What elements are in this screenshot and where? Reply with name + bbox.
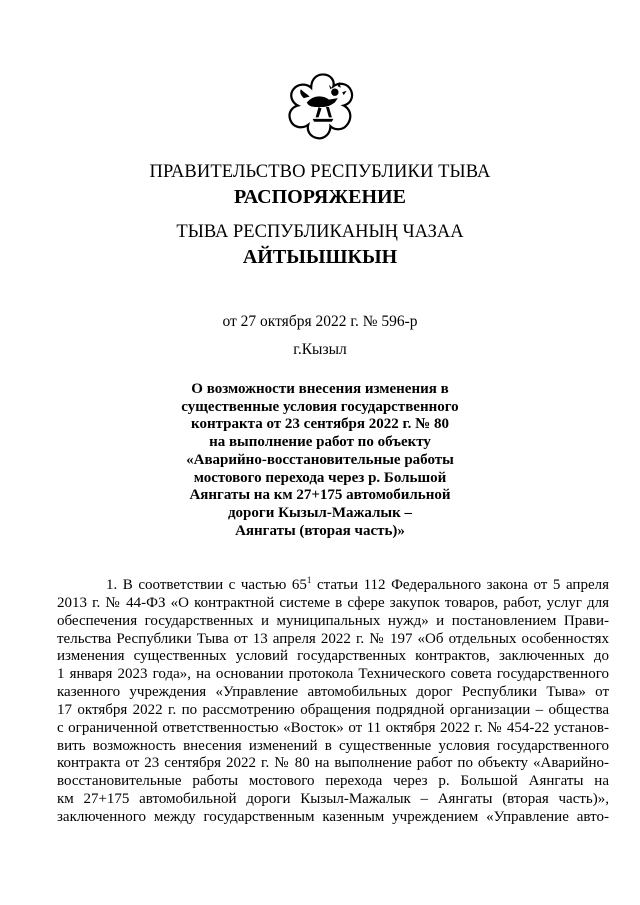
body-line: с ограниченной ответственностью «Восток» от 11 октября 2022 г. № 454-22 установ- <box>57 719 609 736</box>
body-line: вить возможность внесения изменений в существенные условия государственного <box>57 737 609 754</box>
document-type-tyv: АЙТЫЫШКЫН <box>242 246 398 268</box>
body-line: контракта от 23 сентября 2022 г. № 80 на выполнение работ по объекту «Аварийно- <box>57 755 609 772</box>
title-line: Аянгаты (вторая часть)» <box>235 522 405 539</box>
date-number: от 27 октября 2022 г. № 596-р <box>222 313 418 330</box>
body-line: изменения существенных условий государственных контрактов, заключенных до <box>57 648 609 665</box>
body-line: км 27+175 автомобильной дороги Кызыл-Мажалык – Аянгаты (вторая часть)», <box>57 791 609 808</box>
body-line <box>57 577 609 595</box>
title-line: существенные условия государственного <box>181 398 459 415</box>
body-line: восстановительные работы мостового перехода через р. Большой Аянгаты на <box>57 773 609 790</box>
document-title <box>150 381 490 540</box>
body-line: 17 октября 2022 г. по рассмотрению обращения подрядной организации – общества <box>57 701 609 718</box>
body-line-start: 1. В соответствии с частью 65 <box>106 577 307 593</box>
body-line: 1 января 2023 года», на основании протокола Технического совета государственного <box>57 666 609 683</box>
title-line: мостового перехода через р. Большой <box>193 469 447 486</box>
title-line: О возможности внесения изменения в <box>191 381 449 397</box>
title-line: на выполнение работ по объекту <box>209 434 431 451</box>
body-line: 2013 г. № 44-ФЗ «О контрактной системе в сфере закупок товаров, работ, услуг для <box>57 594 609 611</box>
city: г.Кызыл <box>293 341 347 358</box>
body-line-end: статьи 112 Федерального закона от 5 апреля <box>311 577 609 593</box>
title-line: контракта от 23 сентября 2022 г. № 80 <box>191 416 449 433</box>
document-type-ru: РАСПОРЯЖЕНИЕ <box>234 186 406 208</box>
body-line: заключенного между государственным казенным учреждением «Управление авто- <box>57 808 609 825</box>
tuva-emblem-icon <box>286 70 360 144</box>
body-paragraph <box>57 577 609 827</box>
title-line: Аянгаты на км 27+175 автомобильной <box>189 487 451 504</box>
title-line: дороги Кызыл-Мажалык – <box>227 504 413 521</box>
government-name-ru: ПРАВИТЕЛЬСТВО РЕСПУБЛИКИ ТЫВА <box>149 162 491 182</box>
body-line: обеспечения государственных и муниципальных нужд» и постановлением Прави- <box>57 612 609 629</box>
body-line: казенного учреждения «Управление автомобильных дорог Республики Тыва» от <box>57 684 609 701</box>
government-name-tyv: ТЫВА РЕСПУБЛИКАНЫҢ ЧАЗАА <box>176 222 464 242</box>
body-line: тельства Республики Тыва от 13 апреля 2022 г. № 197 «Об отдельных особенностях <box>57 630 609 647</box>
body-superscript: 1 <box>306 575 312 585</box>
title-line: «Аварийно-восстановительные работы <box>186 451 454 468</box>
